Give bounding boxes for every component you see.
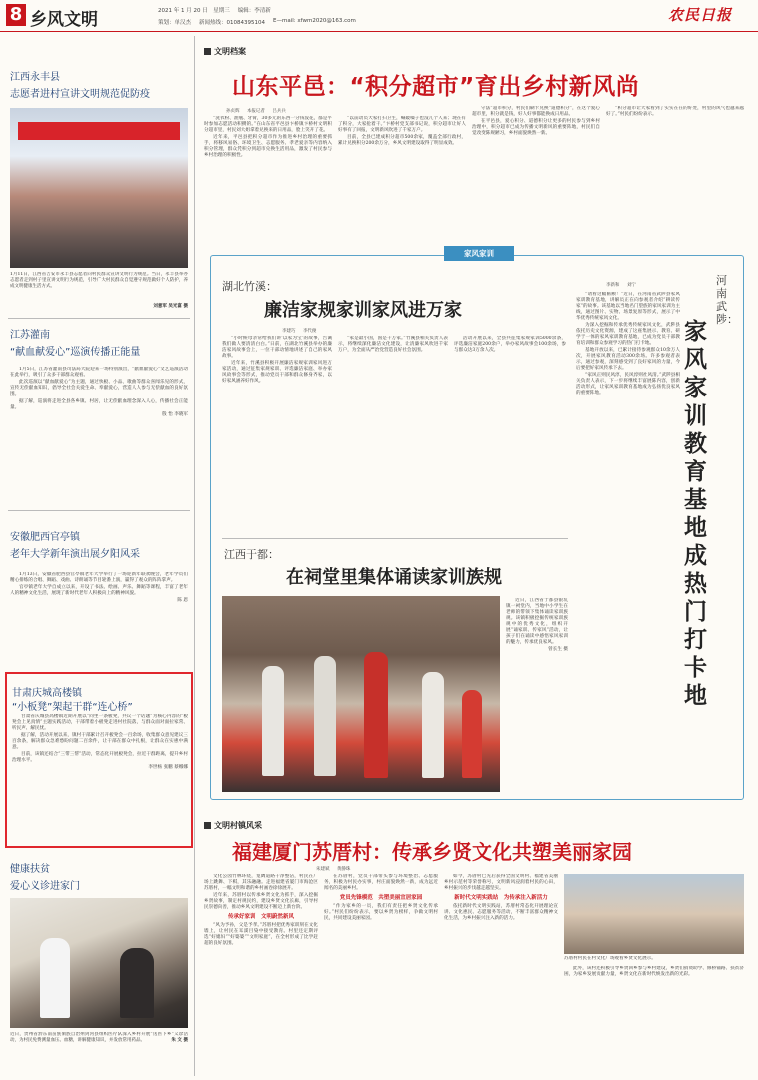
story-credit: 李世杨 张鹏 蔡娜娜 <box>148 765 188 770</box>
sidebar-item-qingcheng <box>5 672 193 848</box>
main-body-col1: “洗衣粉、油瓶、牙膏，30多元的东西一分钱没花，都是平时参加志愿活动积攒的。”在山东省平邑县卞桥镇卞桥村文明积分超市里，村民刘大姐拿着兑换来的日用品，脸上笑开了花。 近年来，平邑县把积分超市作为推进乡村治理的重要抓手，将移风易俗、环境卫生、志愿服务、孝老爱亲等内容纳入积分管理，群众凭积分到超市兑换生活用品，激发了村民参与乡村治理的积极性。 <box>204 116 332 158</box>
sidebar-item-title: 江西永丰县 <box>10 72 60 83</box>
sidebar-item-subtitle: 爱心义诊进家门 <box>10 881 80 892</box>
family-section-tab: 家风家训 <box>444 246 514 261</box>
sidebar-photo-clinic <box>10 898 188 1028</box>
photo-credit: 朱 文 摄 <box>171 1038 188 1043</box>
family-story3-kicker: 河南武陟： <box>716 274 738 326</box>
editor: 编辑：李清新 <box>237 8 271 14</box>
family-story1-col3: 活动开展以来，全县共征集家规家训5000余条，评选廉洁家庭200余户，举办家风故事会100余场，参与群众达3万余人次。 <box>454 336 566 353</box>
photo-credit: 刘意军 吴光富 摄 <box>153 304 188 309</box>
sidebar-item-title: 安徽肥西官亭镇 <box>10 532 80 543</box>
family-story3-headline: 家风家训教育基地成热门打卡地 <box>684 319 707 709</box>
sidebar-item-subtitle: “献血献爱心”巡演传播正能量 <box>10 347 141 358</box>
page-number: 8 <box>6 4 26 26</box>
banner-red <box>18 122 180 140</box>
proofreader: 策划：单汉杰 <box>158 20 192 26</box>
bottom-col1: 文化公园竹林环绕，宽阔道路干净整洁，村民在广场上跳舞、下棋，其乐融融。走进福建省厦门市海沧区苏厝村，一幅文明和谐的乡村画卷徐徐展开。 近年来，苏厝村以传承乡贤文化为抓手，深入挖掘乡贤故事，制定村规民约，建设乡贤文化长廊，引导村民崇德向善，推动乡风文明建设不断迈上新台阶。 传承好家训 文明蔚然新风 “风为予孙，父是予孝。”苏厝村把优秀家训刻在文化墙上，让村民在耳濡目染中接受教育。村里还定期评选“好媳妇”“好婆婆”“文明家庭”，在全村形成了比学赶超的良好氛围。 <box>204 874 318 946</box>
main-body-col3: 守法”超市积分，村民们刷卡兑换“道德积分”，在这个爱心超市里，积分就是钱，好人好事都能换成日用品。 在平邑县，爱心积分、道德积分让更多的村民参与到乡村治理中，积分超市已成为传播文明新风的重要阵地，村民们自觉改变陈规陋习，乡村面貌焕然一新。 <box>472 106 600 136</box>
photo-credit: 曾长生 摄 <box>548 647 568 652</box>
bottom-photo <box>564 874 744 954</box>
sidebar-item-title: 江苏灌南 <box>10 330 50 341</box>
sidebar-item-health <box>10 860 188 892</box>
sidebar-photo-volunteers <box>10 108 188 268</box>
bottom-col3: 如今，苏厝村已先后获得全国文明村、福建省美丽乡村示范村等荣誉称号，文明新风浸润着村民的心田，乡村振兴的步伐越走越坚实。 新时代文明实践站 为传承注入新活力 依托新时代文明实践站，苏厝村常态化开展理论宣讲、文化惠民、志愿服务等活动，不断丰富群众精神文化生活，为乡村振兴注入新的活力。 <box>444 874 558 921</box>
sidebar-item-guannan <box>10 326 188 358</box>
family-story2-kicker: 江西于都： <box>224 548 279 561</box>
patient-figure <box>120 948 154 1018</box>
sidebar-item-yongfeng <box>10 68 188 100</box>
sidebar-divider <box>8 510 190 511</box>
family-story1-bylines: 李建巧 李代俊 <box>282 329 317 334</box>
section-label-village: 文明村镇风采 <box>204 820 262 831</box>
news-hotline: 新闻热线：01084395104 <box>199 20 266 26</box>
section-title: 乡风文明 <box>30 10 98 30</box>
sidebar-item-subtitle: 志愿者进村宣讲文明规范促防疫 <box>10 89 150 100</box>
student-figure <box>462 690 482 778</box>
bottom-bylines: 朱建斌 黄静珠 <box>316 867 351 872</box>
student-figure <box>422 672 444 778</box>
student-figure <box>314 656 336 776</box>
sidebar-body-guannan: 1月5日，江苏省灌南县司法局大院迎来一场特别演出，“献血献爱心”文艺巡演活动在此举行，吸引了众多干部群众观看。 此次巡演以“献血献爱心”为主题，通过快板、小品、歌曲等群众喜闻乐见的形式，宣传无偿献血知识，倡导全社会关爱生命、奉献爱心，营造人人参与无偿献血的良好氛围。 据了解，巡演将走进全县各乡镇、村居，让无偿献血理念深入人心，传播社会正能量。 殷 怡 李晓军 <box>10 367 188 417</box>
sidebar-item-subtitle: “小板凳”架起干群“连心桥” <box>12 702 133 713</box>
email: E—mail: xfwm2020@163.com <box>273 18 356 24</box>
sidebar-item-subtitle: 老年大学新年演出展夕阳风采 <box>10 549 140 560</box>
family-story1-headline: 廉洁家规家训家风进万家 <box>264 300 462 321</box>
bottom-col2: 在苏厝村，党员干部带头参与环境整治、志愿服务，积极为村民办实事，村庄面貌焕然一新，成为远近闻名的美丽乡村。 党员先锋模范 共塑美丽宜居家园 “作为家乡的一员，我们有责任把乡贤文化传承好。”村民们纷纷表示，要以乡贤为榜样，争做文明村民，共同建设美丽家园。 <box>324 874 438 921</box>
sidebar-item-title: 健康扶贫 <box>10 864 50 875</box>
story-credit: 殷 怡 李晓军 <box>162 412 188 417</box>
bottom-subhead: 新时代文明实践站 为传承注入新活力 <box>454 895 548 901</box>
family-divider <box>222 538 568 539</box>
sidebar-rule <box>194 36 195 1076</box>
family-story3-bylines: 李新和 刘宁 <box>606 283 636 288</box>
main-body-col2: “以前动员大家打扫卫生，喊破嗓子也没几个人来；现在有了积分，大家抢着干。”卞桥村党支部书记说，积分超市让好人好事有了回报，文明新风吹进了千家万户。 目前，全县已建成积分超市500余家，覆盖全部行政村，累计兑换积分200余万分，乡风文明建设取得了明显成效。 <box>338 116 466 146</box>
bottom-headline: 福建厦门苏厝村：传承乡贤文化共塑美丽家园 <box>232 840 632 864</box>
masthead <box>0 0 758 32</box>
family-story2-headline: 在祠堂里集体诵读家训族规 <box>286 567 502 588</box>
family-story3-body: “请看这幅匾额！”近日，在河南省武陟县家风家训教育基地，讲解员正在向参观者介绍“耕读传家”的故事。该基地以当地名门望族的家风家训为主线，通过图片、实物、场景复原等形式，展示了中华优秀传统家风文化。 为深入挖掘和传承优秀传统家风文化，武陟县依托历史文化资源，建成了这座集展示、教育、研学于一体的家风家训教育基地，已成为党员干部教育培训和群众参观学习的热门打卡地。 基地开放以来，已累计接待参观群众10余万人次，开展家风教育活动300余场。许多参观者表示，通过参观，深刻感受到了良好家风的力量，今后要把好家风传承下去。 “家风正则民风淳，民风淳则社风清。”武陟县相关负责人表示，下一步将继续丰富展陈内容，创新活动形式，让家风家训教育基地成为弘扬优良家风的重要阵地。 <box>576 292 680 396</box>
main-bylines: 孙贞辉 本报记者 吕兵兵 <box>226 109 286 114</box>
issue-date: 2021 年 1 月 20 日 星期三 <box>158 8 230 14</box>
sidebar-item-title: 甘肃庆城高楼镇 <box>12 688 82 699</box>
doctor-figure <box>40 938 70 1018</box>
bottom-photo-caption: 苏厝村村民在村文化广场观看乡贤文化展示。 <box>564 956 656 961</box>
sidebar-item-feixi <box>10 528 188 560</box>
main-body-col4: “积分超市让大家看到了实实在在的好处，村里的风气也越来越好了。”村民们纷纷表示。 <box>606 106 744 117</box>
family-story2-photo <box>222 596 500 792</box>
bottom-subhead: 党员先锋模范 共塑美丽宜居家园 <box>339 895 423 901</box>
student-figure <box>364 652 388 778</box>
bottom-subhead: 传承好家训 文明蔚然新风 <box>227 914 294 920</box>
section-label-archive: 文明档案 <box>204 46 246 57</box>
family-story1-col2: “家是最小国，国是千万家。”竹溪县相关负责人表示，将继续深化廉洁文化建设，让清廉家风吹进千家万户，为全面从严治党营造良好社会氛围。 <box>338 336 448 353</box>
story-credit: 陈 恩 <box>177 598 188 603</box>
newspaper-logo: 农民日报 <box>668 6 733 24</box>
family-story2-caption: 近日，江西省于都县银坑镇一祠堂内，当地中小学生在老师的带领下集体诵读家训族规。该镇积极挖掘传统家训族规中的优秀文化，组织开展“诵家训、传家风”活动，让孩子们在诵读中感悟家风家训的魅力，传承优良家风。 曾长生 摄 <box>506 598 568 652</box>
family-story1-col1: “小时候母亲常给我们讲‘以家为宝’的故事，告诫我们做人要清清白白。”日前，在湖北竹溪县举办的廉洁家风故事会上，一位干部动情地讲述了自己的家风故事。 近年来，竹溪县积极开展廉洁家规家训家风进万家活动，通过征集家规家训、评选廉洁家庭、举办家风故事会等形式，推动党员干部和群众修身齐家，以好家风涵养好作风。 <box>222 336 332 384</box>
sidebar-photo-caption: 近日，贵州省黔东南苗族侗族自治州剑河县组织医疗队深入乡村开展“送医下乡”义诊活动，为村民免费测量血压、血糖，讲解健康知识，并发放常用药品。 朱 文 摄 <box>10 1032 188 1043</box>
sidebar <box>8 40 190 1074</box>
sidebar-body-feixi: 1月13日，安徽省肥西县官亭镇老年大学举行了一场迎新年联欢晚会，老年学员们精心排练的合唱、舞蹈、戏曲、诗朗诵等节目轮番上演，赢得了观众的阵阵掌声。 官亭镇老年大学自成立以来，开设了书法、绘画、声乐、舞蹈等课程，丰富了老年人的精神文化生活，展现了新时代老年人积极向上的精神风貌。 陈 恩 <box>10 572 188 603</box>
masthead-info <box>158 6 271 14</box>
section-marker-icon <box>204 822 211 829</box>
student-figure <box>262 666 284 776</box>
family-story1-kicker: 湖北竹溪： <box>222 280 277 293</box>
main-headline: 山东平邑：“积分超市”育出乡村新风尚 <box>232 74 640 100</box>
sidebar-photo-caption: 1月11日，江西省吉安市永丰县志愿者向村民群众宣讲文明行为规范。当日，永丰县举办志愿者走到村子里宣讲文明行为规范，引导广大村民群众自觉遵守规范做好个人防护，养成文明健康生活方式。 刘意军 吴光富 摄 <box>10 272 188 309</box>
section-marker-icon <box>204 48 211 55</box>
bottom-col4: 此外，该村还积极引导乡贤回乡参与乡村建设，乡贤们捐资助学、修桥铺路、扶贫济困，为家乡发展贡献力量，乡贤文化在新时代焕发出新的光彩。 <box>564 966 744 977</box>
masthead-contact <box>158 18 356 26</box>
sidebar-divider <box>8 318 190 319</box>
sidebar-body-qingcheng: 甘肃省庆城县高楼镇近期开展以“同坐一条板凳，共议一个话题”为核心内容的“板凳会上见真情”主题实践活动，干部带着小板凳走进村社院落，与群众面对面拉家常、听民声、解民忧。 据了解，活动开展以来，镇村干部累计召开板凳会一百余场，收集群众意见建议三百余条，解决群众急难愁盼问题二百余件，让干部在群众中扎根，让群众在实惠中满意。 目前，该镇还结合“三带三帮”活动，常态化开展板凳会，拉近干群距离，提升乡村治理水平。 李世杨 张鹏 蔡娜娜 <box>12 714 188 770</box>
